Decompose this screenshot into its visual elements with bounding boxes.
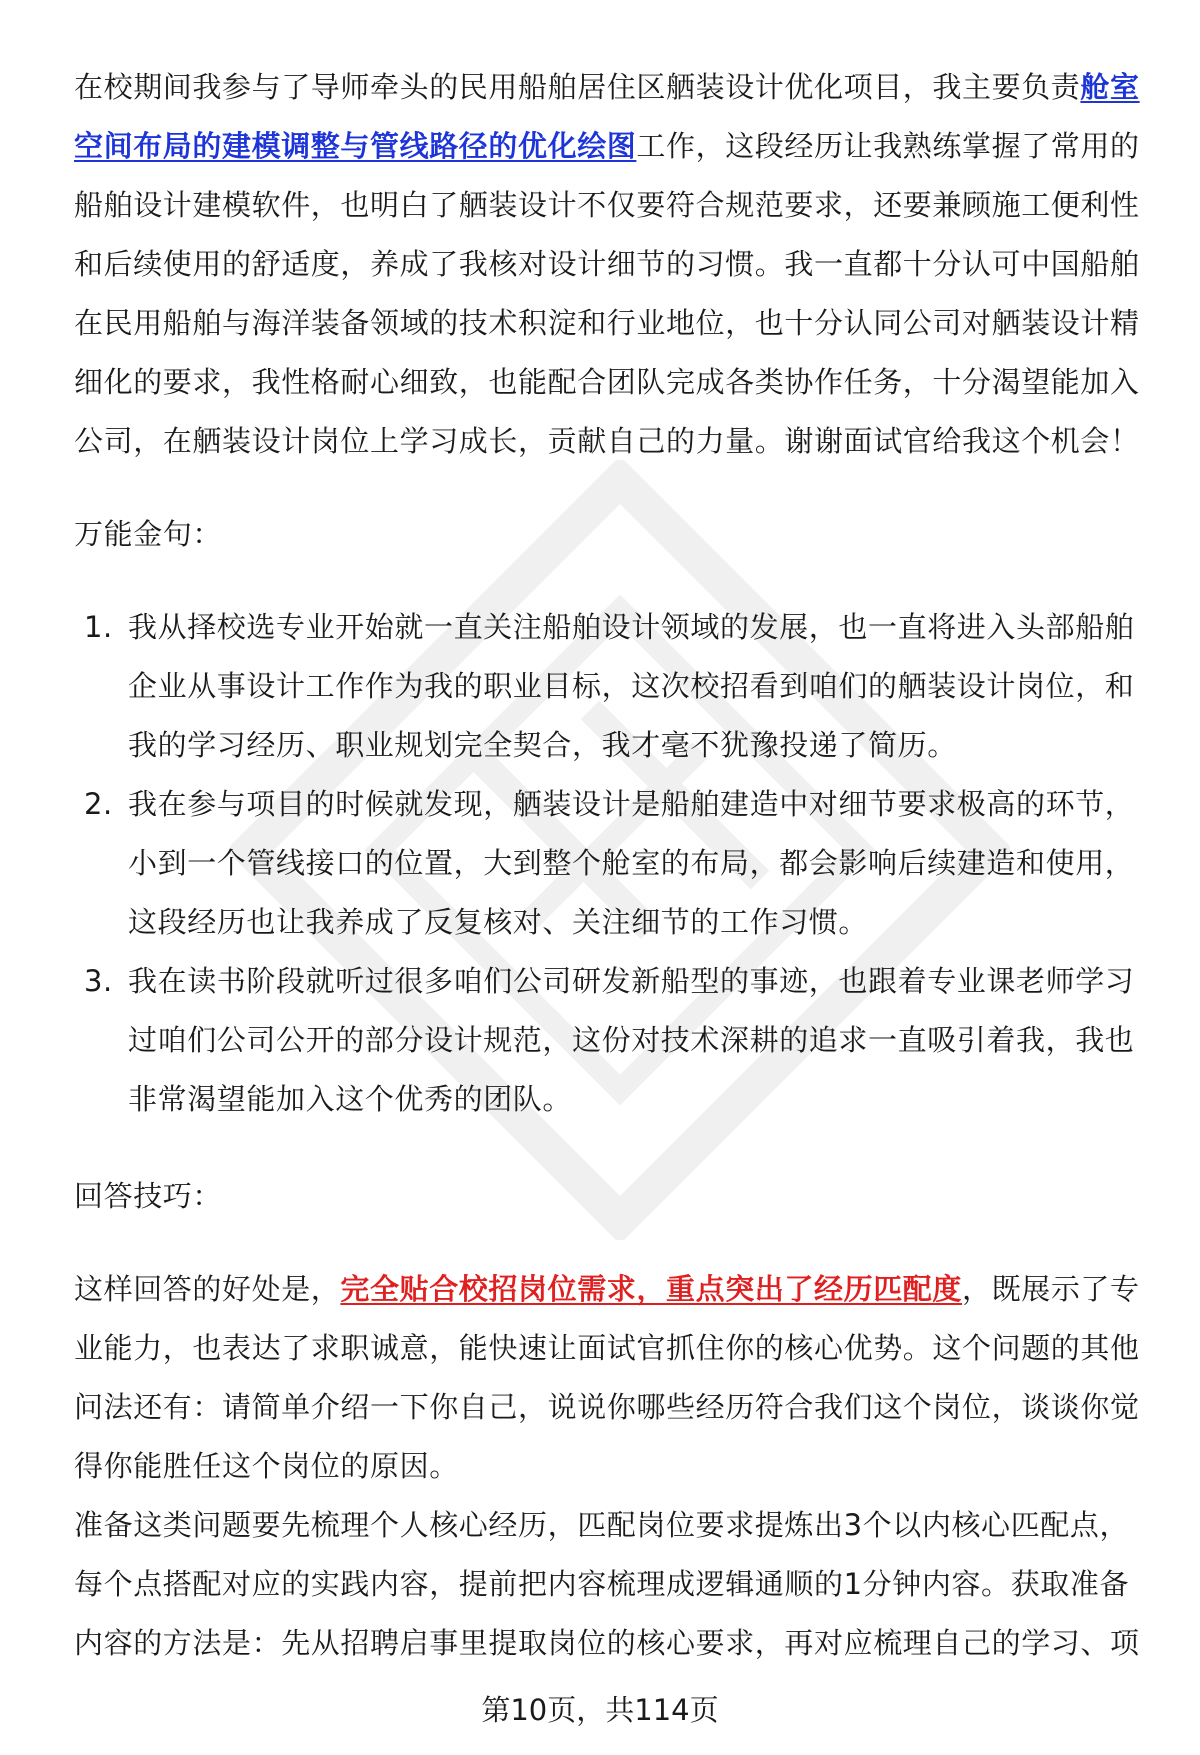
golden-heading: 万能金句： <box>74 517 223 551</box>
main-content <box>74 58 1146 1673</box>
list-item <box>74 775 1146 952</box>
tips-paragraph-2: 准备这类问题要先梳理个人核心经历，匹配岗位要求提炼出3个以内核心匹配点，每个点搭配对应的实践内容，提前把内容梳理成逻辑通顺的1分钟内容。获取准备内容的方法是：先从招聘启事里提取岗位的核心要求，再对应梳理自己的学习、项 <box>74 1508 1140 1660</box>
golden-list <box>74 598 1146 1129</box>
tips-heading: 回答技巧： <box>74 1179 223 1213</box>
tips-highlight: 完全贴合校招岗位需求，重点突出了经历匹配度 <box>340 1272 963 1306</box>
list-item <box>74 952 1146 1129</box>
tips-paragraph-1 <box>74 1260 1146 1496</box>
list-item-number: 1. <box>84 610 113 644</box>
list-item <box>74 598 1146 775</box>
intro-text-after: 工作，这段经历让我熟练掌握了常用的船舶设计建模软件，也明白了舾装设计不仅要符合规范要求，还要兼顾施工便利性和后续使用的舒适度，养成了我核对设计细节的习惯。我一直都十分认可中国船舶在民用船舶与海洋装备领域的技术积淀和行业地位，也十分认同公司对舾装设计精细化的要求，我性格耐心细致，也能配合团队完成各类协作任务，十分渴望能加入公司，在舾装设计岗位上学习成长，贡献自己的力量。谢谢面试官给我这个机会！ <box>74 129 1140 458</box>
intro-text-before: 在校期间我参与了导师牵头的民用船舶居住区舾装设计优化项目，我主要负责 <box>74 70 1081 104</box>
list-item-number: 2. <box>84 787 113 821</box>
list-item-number: 3. <box>84 964 113 998</box>
list-item-text: 我从择校选专业开始就一直关注船舶设计领域的发展，也一直将进入头部船舶企业从事设计工作作为我的职业目标，这次校招看到咱们的舾装设计岗位，和我的学习经历、职业规划完全契合，我才毫不犹豫投递了简历。 <box>128 610 1135 762</box>
list-item-text: 我在参与项目的时候就发现，舾装设计是船舶建造中对细节要求极高的环节，小到一个管线接口的位置，大到整个舱室的布局，都会影响后续建造和使用，这段经历也让我养成了反复核对、关注细节的工作习惯。 <box>128 787 1135 939</box>
intro-paragraph <box>74 58 1146 471</box>
intro-highlight: 舱室空间布局的建模调整与管线路径的优化绘图 <box>74 70 1140 163</box>
tips-text-after: ，既展示了专业能力，也表达了求职诚意，能快速让面试官抓住你的核心优势。这个问题的其他问法还有：请简单介绍一下你自己，说说你哪些经历符合我们这个岗位，谈谈你觉得你能胜任这个岗位的原因。 <box>74 1272 1140 1483</box>
list-item-text: 我在读书阶段就听过很多咱们公司研发新船型的事迹，也跟着专业课老师学习过咱们公司公开的部分设计规范，这份对技术深耕的追求一直吸引着我，我也非常渴望能加入这个优秀的团队。 <box>128 964 1135 1116</box>
tips-text-before: 这样回答的好处是， <box>74 1272 341 1306</box>
page-footer: 第10页，共114页 <box>481 1693 719 1727</box>
